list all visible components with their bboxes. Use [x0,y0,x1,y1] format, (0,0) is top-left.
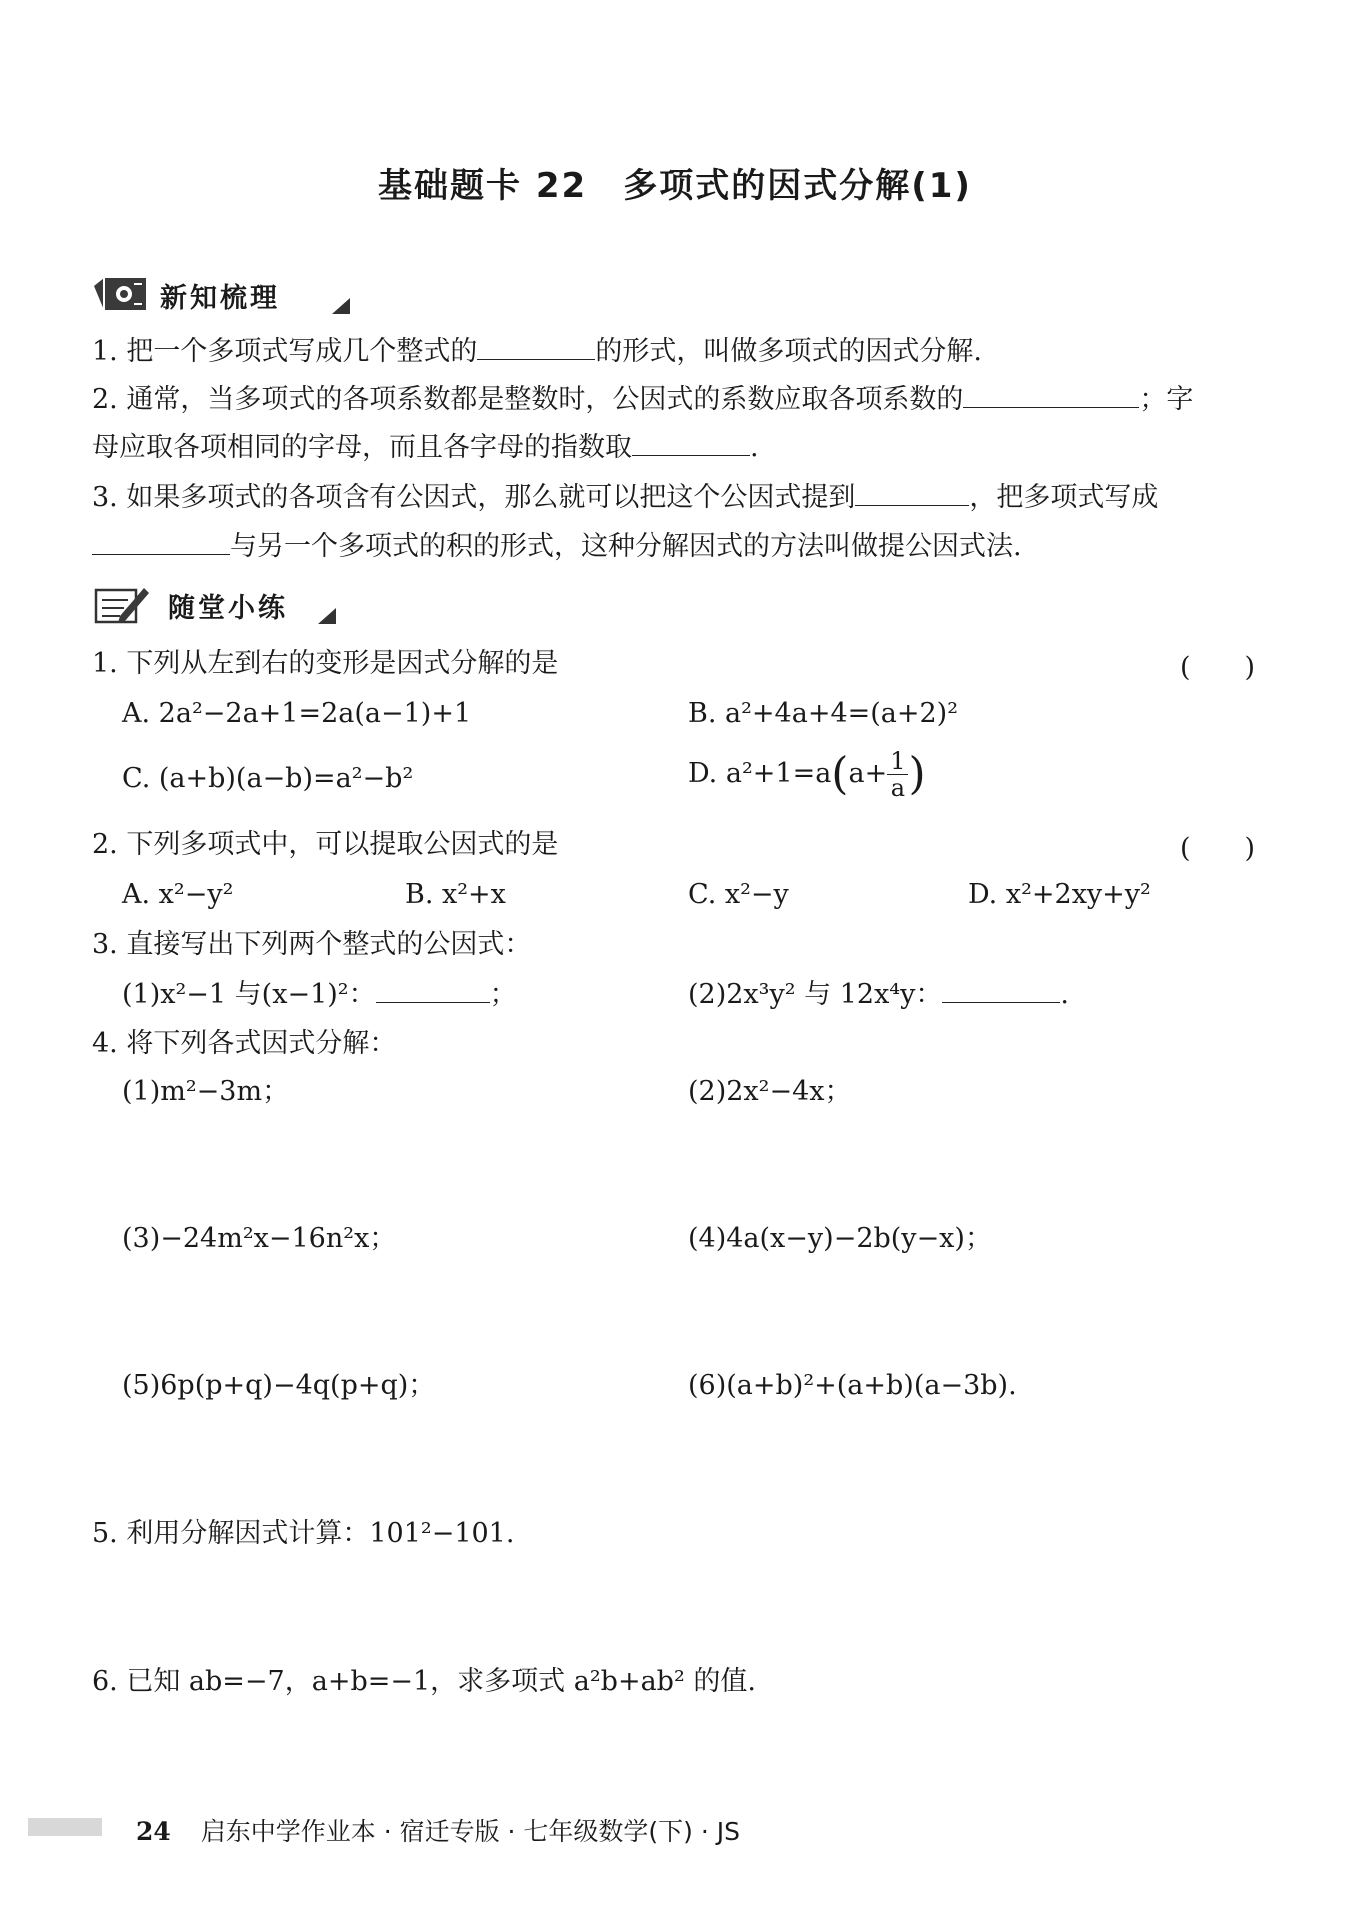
section-header-knowledge [90,272,370,318]
option-B: B. a²+4a+4=(a+2)² [688,698,959,729]
option-D: D. a²+1=a(a+ $\frac{1}{a}$ ) [688,747,926,802]
answer-paren[interactable]: ( ) [1180,652,1256,683]
triangle-icon [318,608,336,624]
answer-blank[interactable] [855,479,969,506]
section-header-practice [90,582,350,628]
practice-q5: 5. 利用分解因式计算：101²−101. [92,1518,515,1549]
practice-q4-3: (3)−24m²x−16n²x； [122,1223,397,1254]
knowledge-q1: 1. 把一个多项式写成几个整式的 的形式，叫做多项式的因式分解. [92,333,982,371]
page-number: 24 [136,1817,171,1846]
practice-q2: 2. 下列多项式中，可以提取公因式的是 [92,829,559,860]
page-title: 基础题卡 22 多项式的因式分解(1) [378,166,972,206]
practice-q3: 3. 直接写出下列两个整式的公因式： [92,929,532,960]
option-B: B. x²+x [405,879,506,910]
practice-q4-4: (4)4a(x−y)−2b(y−x)； [688,1223,992,1254]
answer-blank[interactable] [963,381,1139,408]
practice-q4-6: (6)(a+b)²+(a+b)(a−3b). [688,1370,1017,1401]
footer-bar [28,1818,102,1836]
practice-q3-2: (2)2x³y² 与 12x⁴y： . [688,976,1069,1014]
knowledge-q2-cont: 母应取各项相同的字母，而且各字母的指数取 . [92,429,759,467]
practice-q4-1: (1)m²−3m； [122,1076,290,1107]
answer-blank[interactable] [477,333,595,360]
section-title: 随堂小练 [168,593,288,624]
triangle-icon [332,298,350,314]
practice-q4-2: (2)2x²−4x； [688,1076,852,1107]
footer [136,1812,740,1848]
answer-paren[interactable]: ( ) [1180,833,1256,864]
option-C: C. x²−y [688,879,789,910]
fraction: $\frac{1}{a}$ [887,748,908,801]
answer-blank[interactable] [92,528,230,555]
option-D: D. x²+2xy+y² [968,879,1151,910]
answer-blank[interactable] [632,429,750,456]
option-A: A. x²−y² [122,879,234,910]
knowledge-q3-cont: 与另一个多项式的积的形式，这种分解因式的方法叫做提公因式法. [92,528,1022,566]
book-icon [90,272,152,316]
practice-q4: 4. 将下列各式因式分解： [92,1028,397,1059]
knowledge-q2: 2. 通常，当多项式的各项系数都是整数时，公因式的系数应取各项系数的 ；字 [92,381,1193,419]
answer-blank[interactable] [942,976,1060,1003]
practice-q4-5: (5)6p(p+q)−4q(p+q)； [122,1370,436,1401]
footer-text: 启东中学作业本 · 宿迁专版 · 七年级数学(下) · JS [200,1817,741,1846]
pencil-notepad-icon [90,582,152,626]
option-A: A. 2a²−2a+1=2a(a−1)+1 [122,698,472,729]
practice-q3-1: (1)x²−1 与(x−1)²： ； [122,976,517,1014]
answer-blank[interactable] [376,976,490,1003]
knowledge-q3: 3. 如果多项式的各项含有公因式，那么就可以把这个公因式提到 ，把多项式写成 [92,479,1158,517]
option-C: C. (a+b)(a−b)=a²−b² [122,763,414,794]
practice-q1: 1. 下列从左到右的变形是因式分解的是 [92,648,559,679]
practice-q6: 6. 已知 ab=−7，a+b=−1，求多项式 a²b+ab² 的值. [92,1666,756,1697]
section-title: 新知梳理 [160,283,280,314]
